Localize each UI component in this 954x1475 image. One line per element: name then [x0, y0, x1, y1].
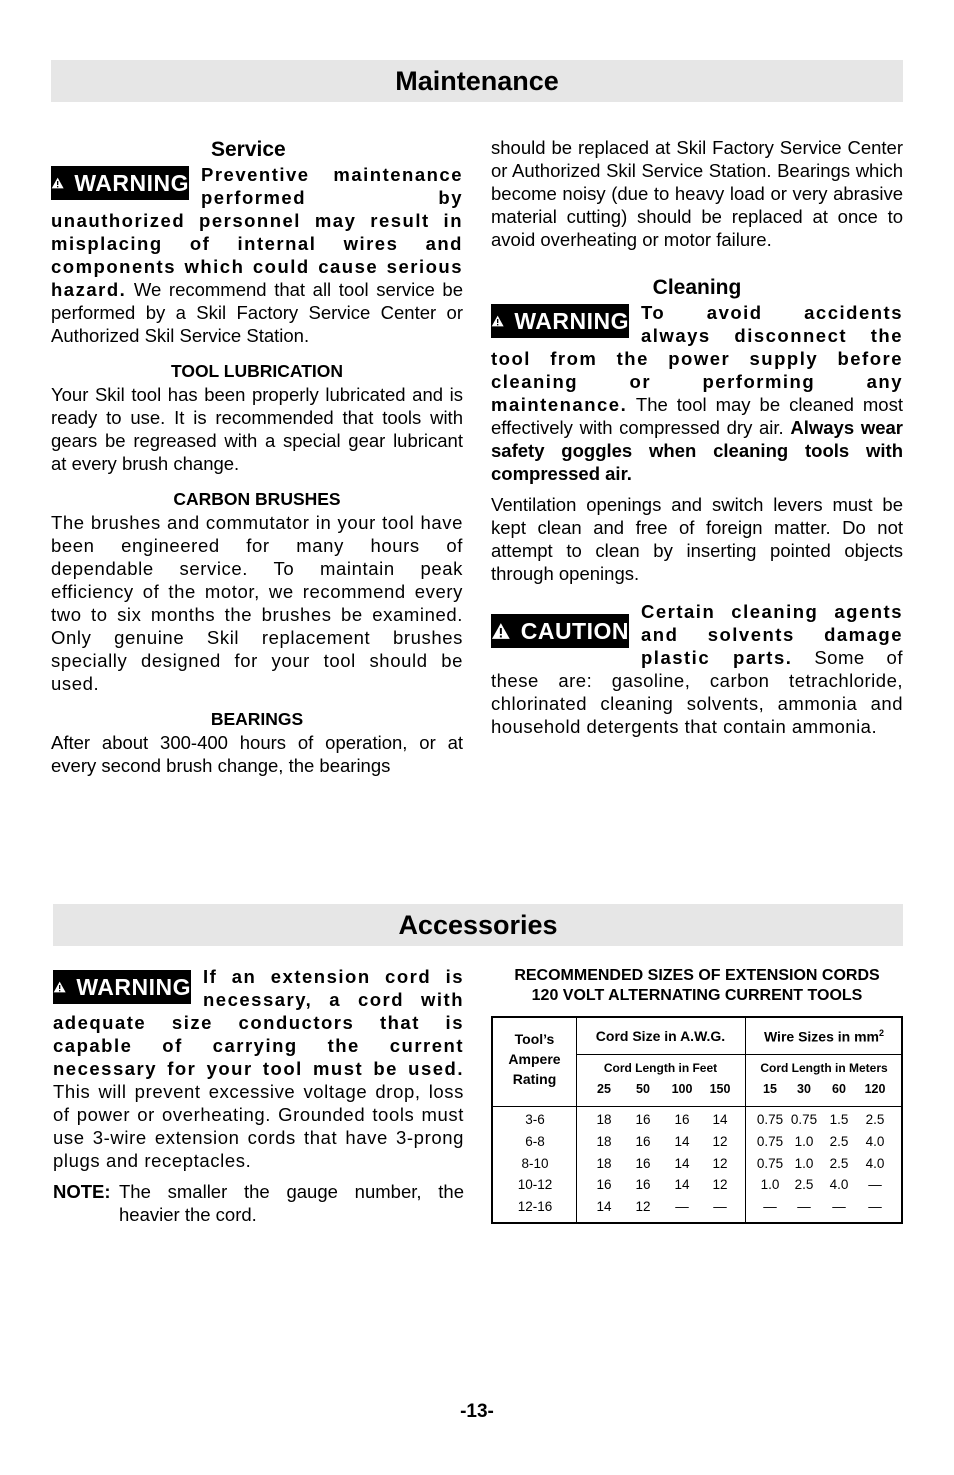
mm-cell: —	[832, 1199, 846, 1214]
ampere-rating-header: Tool’s Ampere Rating	[508, 1031, 561, 1087]
mm-cell: 4.0	[829, 1177, 849, 1192]
mm-header: Wire Sizes in $mm^2$	[763, 1028, 885, 1045]
warning-triangle-icon	[491, 622, 511, 640]
maintenance-right-column	[491, 136, 903, 738]
lubrication-heading: TOOL LUBRICATION	[170, 361, 344, 381]
warning-triangle-icon	[491, 312, 504, 330]
extension-cord-table	[491, 1016, 903, 1224]
ampere-rating-cell: 3-6	[525, 1112, 545, 1127]
note-label: NOTE:	[53, 1181, 111, 1202]
maintenance-title: Maintenance	[51, 60, 903, 102]
goggles-text: Always wear safety goggles when cleaning tools with compressed air.	[491, 417, 903, 484]
accessories-warning-text: If an extension cord is necessary, a cord with adequate size conductors that is capable of carrying the current necessary for your tool must be used.	[53, 966, 464, 1079]
mm-cell: 0.75	[790, 1112, 818, 1127]
mm-cell: 4.0	[865, 1156, 885, 1171]
note-text: The smaller the gauge number, the heavier the cord.	[119, 1181, 464, 1225]
cleaning-text: The tool may be cleaned most effectively with compressed dry air.	[491, 394, 903, 438]
service-paragraph	[51, 163, 463, 347]
awg-cell: 12	[712, 1156, 728, 1171]
awg-cell: 16	[635, 1112, 651, 1127]
meter-length-header: 60	[832, 1082, 846, 1096]
ampere-rating-cell: 6-8	[525, 1134, 545, 1149]
mm-cell: 0.75	[756, 1112, 784, 1127]
caution-text: Some of these are: gasoline, carbon tetrachloride, chlorinated cleaning solvents, ammonia and household detergents that contain ammonia.	[491, 647, 903, 737]
ampere-rating-cell: 10-12	[517, 1177, 553, 1192]
ventilation-text: Ventilation openings and switch levers must be kept clean and free of foreign matter. Do not attempt to clean by inserting pointed objects through openings.	[491, 494, 903, 584]
feet-length-header: 25	[597, 1082, 611, 1096]
mm-cell: 2.5	[865, 1112, 885, 1127]
note	[53, 1180, 464, 1226]
awg-cell: 14	[674, 1134, 690, 1149]
awg-cell: —	[713, 1199, 727, 1214]
warning-triangle-icon	[53, 978, 66, 996]
lubrication-text: Your Skil tool has been properly lubricated and is ready to use. It is recommended that tools with gears be regreased with a special gear lubricant at every brush change.	[51, 384, 463, 474]
mm-cell: 0.75	[756, 1156, 784, 1171]
brushes-heading: CARBON BRUSHES	[173, 489, 341, 509]
meter-length-header: 30	[797, 1082, 811, 1096]
table-title	[491, 966, 903, 1006]
mm-cell: 1.0	[794, 1156, 814, 1171]
accessories-text: This will prevent excessive voltage drop, loss of power or overheating. Grounded tools must use 3-wire extension cords that have 3-prong plugs and receptacles.	[53, 1081, 464, 1171]
warning-badge: WARNING	[491, 304, 629, 338]
awg-cell: 16	[596, 1177, 612, 1192]
warning-triangle-icon	[51, 174, 64, 192]
awg-cell: 12	[712, 1177, 728, 1192]
table-title-line1: RECOMMENDED SIZES OF EXTENSION CORDS	[514, 967, 880, 984]
feet-length-header: 100	[671, 1082, 693, 1096]
mm-cell: 2.5	[829, 1156, 849, 1171]
meter-length-header: 120	[864, 1082, 886, 1096]
awg-cell: 16	[635, 1156, 651, 1171]
awg-header: Cord Size in A.W.G.	[595, 1028, 726, 1044]
accessories-title: Accessories	[53, 904, 903, 946]
mm-cell: —	[868, 1177, 882, 1192]
awg-cell: 14	[674, 1177, 690, 1192]
awg-cell: —	[675, 1199, 689, 1214]
mm-cell: 2.5	[794, 1177, 814, 1192]
bearings-continued-text: should be replaced at Skil Factory Service Center or Authorized Skil Service Station. Bearings which become noisy (due to heavy load or very abrasive material cutting) should be replaced at once to avoid overheating or motor failure.	[491, 137, 903, 250]
warning-badge: WARNING	[53, 970, 191, 1004]
accessories-paragraph	[53, 965, 464, 1172]
mm-cell: 2.5	[829, 1134, 849, 1149]
feet-length-header: 150	[709, 1082, 731, 1096]
ampere-rating-cell: 12-16	[517, 1199, 553, 1214]
ampere-rating-cell: 8-10	[521, 1156, 549, 1171]
bearings-text: After about 300-400 hours of operation, or at every second brush change, the bearings	[51, 732, 463, 776]
mm-cell: 4.0	[865, 1134, 885, 1149]
page-number: -13-	[460, 1401, 494, 1422]
meter-length-header: 15	[763, 1082, 777, 1096]
warning-badge: WARNING	[51, 166, 189, 200]
mm-cell: —	[868, 1199, 882, 1214]
mm-cell: —	[763, 1199, 777, 1214]
awg-cell: 12	[712, 1134, 728, 1149]
accessories-left-column	[53, 965, 464, 1226]
awg-cell: 14	[712, 1112, 728, 1127]
mm-cell: 1.5	[829, 1112, 849, 1127]
awg-cell: 16	[674, 1112, 690, 1127]
caution-text-bold: Certain cleaning agents and solvents damage plastic parts.	[641, 601, 903, 668]
awg-cell: 12	[635, 1199, 651, 1214]
awg-cell: 14	[674, 1156, 690, 1171]
awg-cell: 18	[596, 1112, 612, 1127]
awg-cell: 16	[635, 1177, 651, 1192]
mm-cell: 0.75	[756, 1134, 784, 1149]
service-text: We recommend that all tool service be performed by a Skil Factory Service Center or Authorized Skil Service Station.	[51, 279, 463, 346]
mm-cell: —	[797, 1199, 811, 1214]
mm-cell: 1.0	[760, 1177, 780, 1192]
awg-cell: 16	[635, 1134, 651, 1149]
table-title-line2: 120 VOLT ALTERNATING CURRENT TOOLS	[531, 987, 863, 1004]
service-warning-text: Preventive maintenance performed by unauthorized personnel may result in misplacing of internal wires and components which could cause serious hazard.	[51, 164, 463, 300]
awg-cell: 18	[596, 1134, 612, 1149]
maintenance-left-column	[51, 137, 463, 777]
cleaning-heading: Cleaning	[652, 276, 742, 299]
caution-paragraph	[491, 600, 903, 738]
feet-header: Cord Length in Feet	[603, 1061, 718, 1075]
service-heading: Service	[211, 138, 286, 161]
meters-header: Cord Length in Meters	[760, 1061, 888, 1075]
brushes-text: The brushes and commutator in your tool have been engineered for many hours of dependable service. To maintain peak efficiency of the motor, we recommend every two to six months the brushes be examined. Only genuine Skil replacement brushes specially designed for your tool should be used.	[51, 512, 463, 694]
cleaning-warning-text: To avoid accidents always disconnect the tool from the power supply before cleaning or performing any maintenance.	[491, 302, 903, 415]
caution-badge: CAUTION	[491, 614, 629, 648]
cleaning-paragraph	[491, 301, 903, 485]
bearings-heading: BEARINGS	[210, 709, 304, 729]
awg-cell: 18	[596, 1156, 612, 1171]
awg-cell: 14	[596, 1199, 612, 1214]
feet-length-header: 50	[636, 1082, 650, 1096]
mm-cell: 1.0	[794, 1134, 814, 1149]
